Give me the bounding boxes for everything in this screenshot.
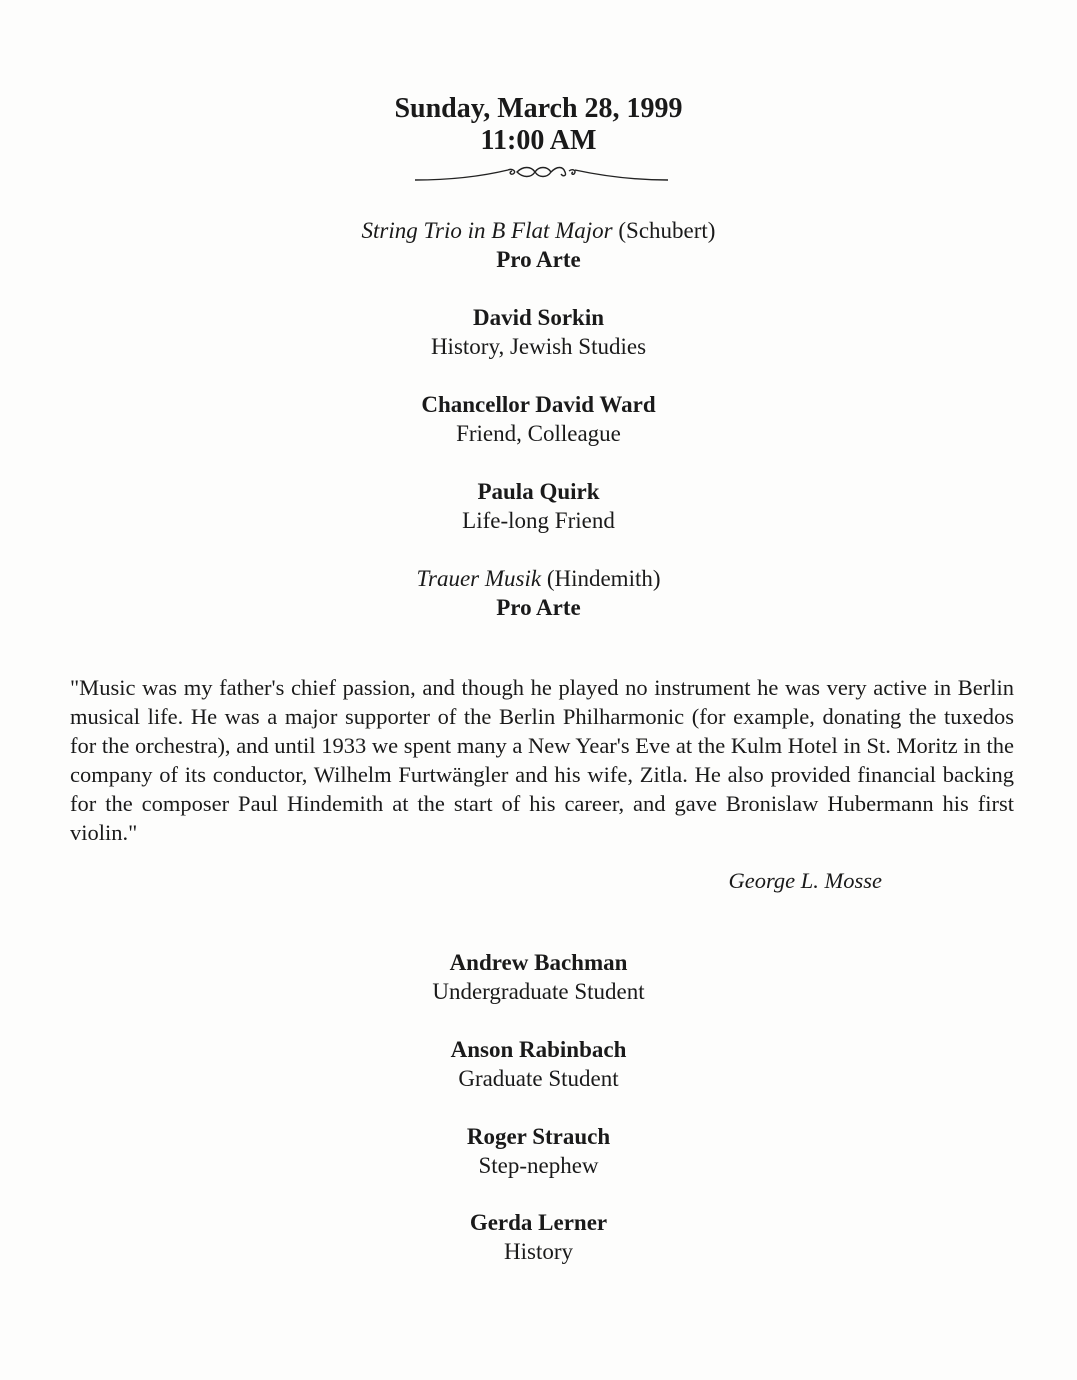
program-item-speaker	[0, 390, 1077, 448]
speaker-role: History	[504, 1239, 573, 1264]
program-item-music	[0, 564, 1077, 622]
music-performer: Pro Arte	[496, 595, 581, 620]
program-item-speaker	[0, 948, 1077, 1006]
program-item-speaker	[0, 477, 1077, 535]
speaker-name: Gerda Lerner	[469, 1210, 608, 1235]
music-performer: Pro Arte	[496, 247, 581, 272]
speaker-role: Friend, Colleague	[456, 421, 621, 446]
speaker-name: David Sorkin	[472, 305, 604, 330]
speaker-name: Paula Quirk	[477, 479, 600, 504]
speaker-role: Undergraduate Student	[432, 979, 645, 1004]
program-item-speaker	[0, 303, 1077, 361]
program-item-speaker	[0, 1208, 1077, 1266]
speaker-role: Step-nephew	[478, 1153, 599, 1178]
program-item-speaker	[0, 1122, 1077, 1180]
speaker-role: History, Jewish Studies	[430, 334, 647, 359]
music-composer: (Hindemith)	[546, 566, 661, 591]
speaker-name: Andrew Bachman	[449, 950, 628, 975]
speaker-role: Graduate Student	[458, 1066, 619, 1091]
music-title: String Trio in B Flat Major	[361, 218, 613, 243]
speaker-name: Roger Strauch	[466, 1124, 611, 1149]
decorative-flourish-icon	[413, 162, 670, 186]
quote-attribution: George L. Mosse	[728, 868, 882, 893]
speaker-role: Life-long Friend	[462, 508, 615, 533]
music-composer: (Schubert)	[618, 218, 716, 243]
program-item-speaker	[0, 1035, 1077, 1093]
speaker-name: Chancellor David Ward	[421, 392, 656, 417]
program-date: Sunday, March 28, 1999	[394, 93, 683, 124]
speaker-name: Anson Rabinbach	[450, 1037, 627, 1062]
music-title: Trauer Musik	[416, 566, 542, 591]
quote-text: "Music was my father's chief passion, and though he played no instrument he was very active in Berlin musical life. He was a major supporter of the Berlin Philharmonic (for example, donating the tuxedos for the orchestra), and until 1933 we spent many a New Year's Eve at the Kulm Hotel in St. Moritz in the company of its conductor, Wilhelm Furtwängler and his wife, Zitla. He also provided financial backing for the composer Paul Hindemith at the start of his career, and gave Bronislaw Hubermann his first violin."	[70, 675, 1014, 845]
program-time: 11:00 AM	[480, 125, 597, 156]
program-item-music	[0, 216, 1077, 274]
